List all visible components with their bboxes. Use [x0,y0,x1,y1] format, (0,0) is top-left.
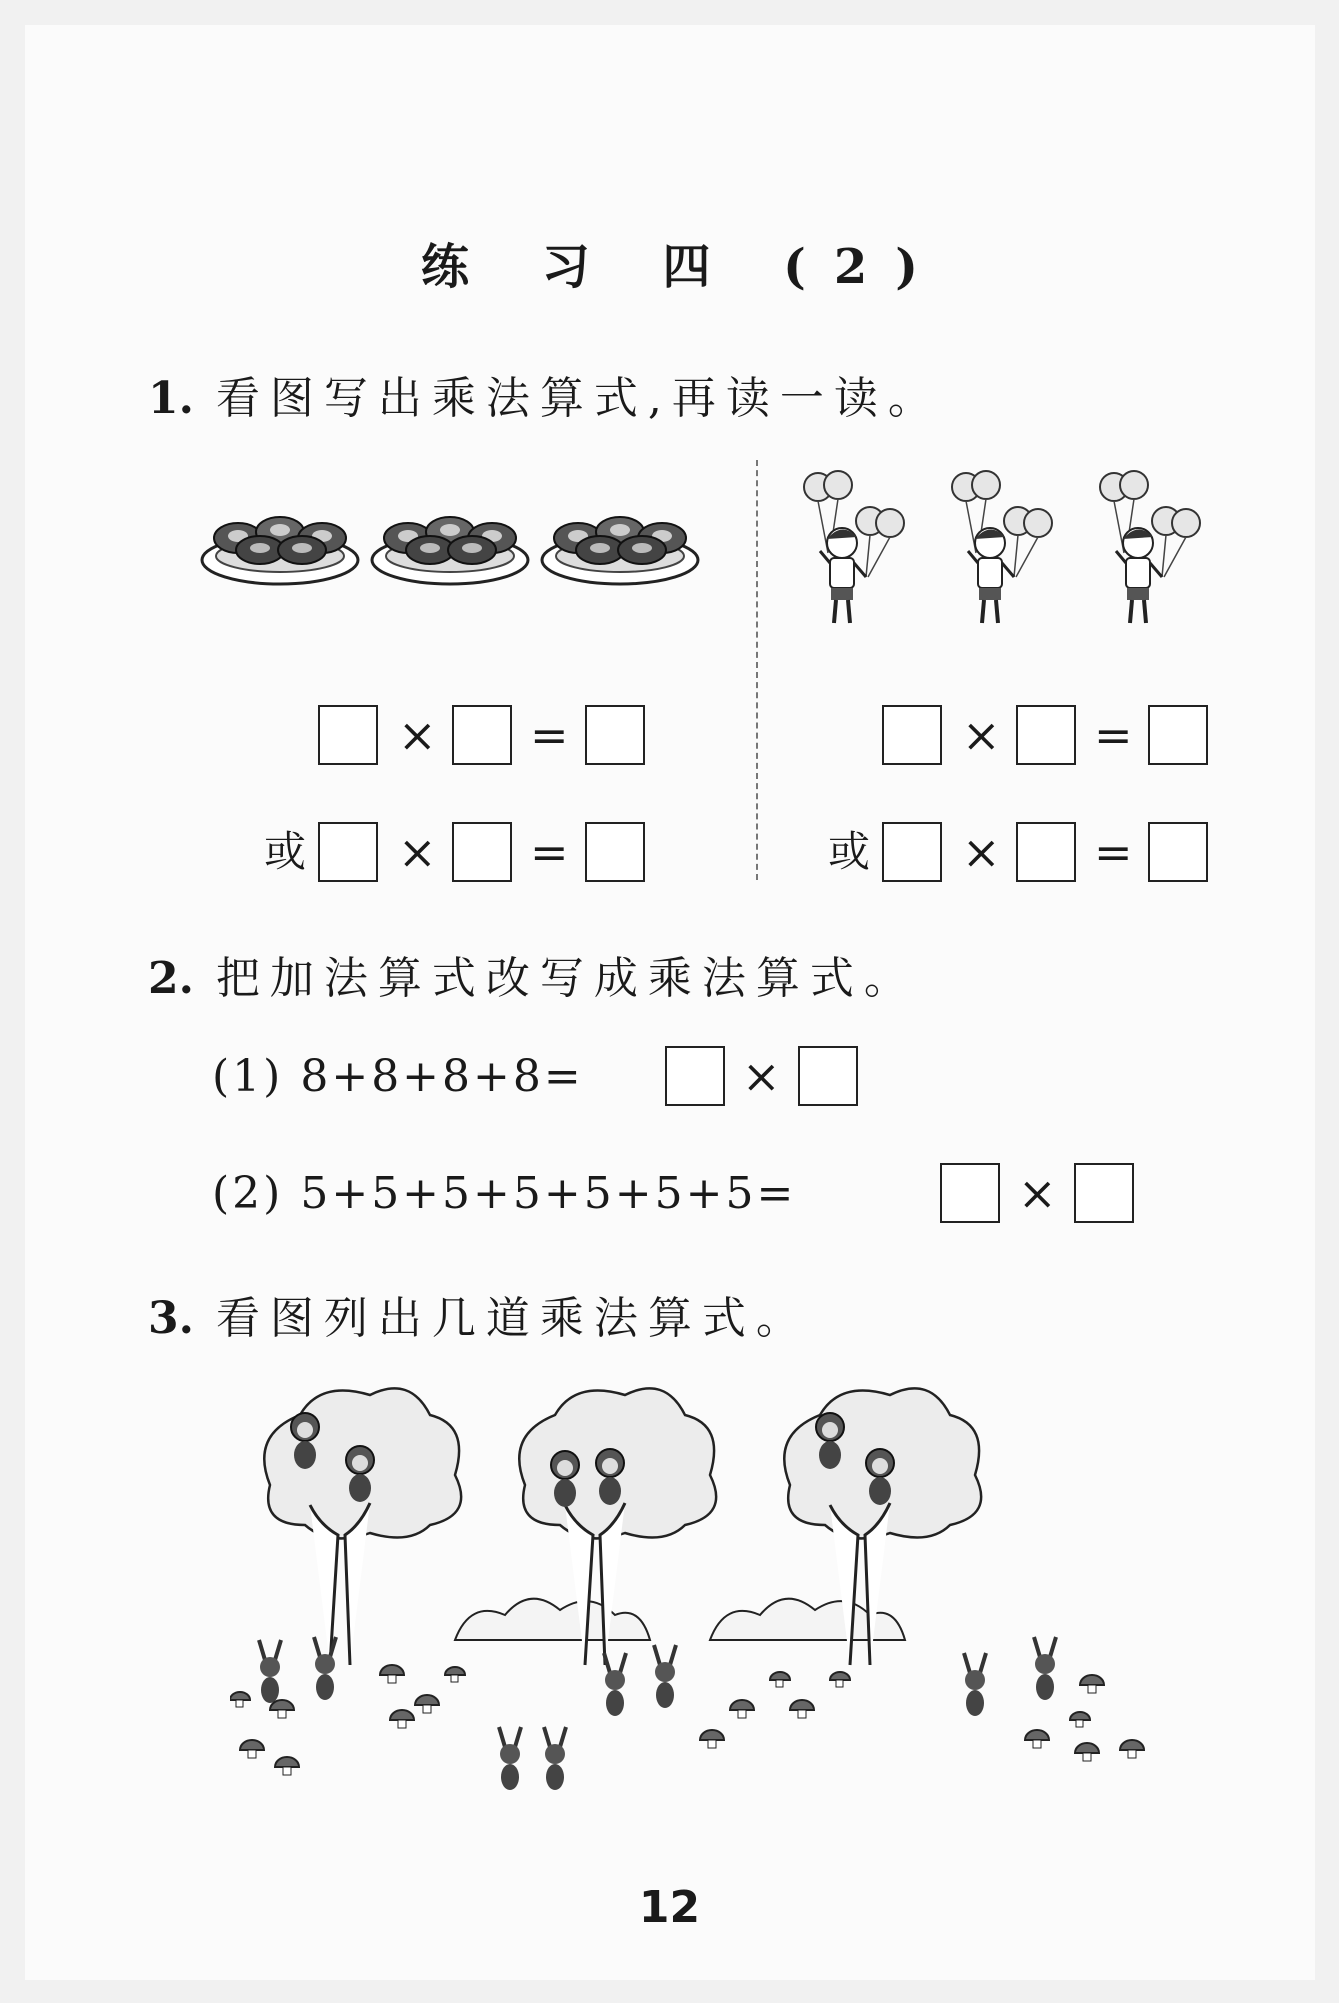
sub-question-1-expression: 8+8+8+8= [300,1051,584,1102]
or-label: 或 [264,827,307,876]
answer-box[interactable] [318,705,378,765]
times-sign: × [962,708,1001,762]
answer-box[interactable] [452,822,512,882]
mushroom [700,1730,724,1748]
answer-box[interactable] [798,1046,858,1106]
mushroom [790,1700,814,1718]
bush [455,1599,650,1640]
page-title: 练 习 四 (2) [421,239,946,295]
mushroom [730,1700,754,1718]
equals-sign: = [530,708,569,762]
mushroom [830,1672,850,1687]
mushroom [1120,1740,1144,1758]
mushroom [445,1667,465,1682]
question-1 [148,362,942,426]
rabbit [544,1727,566,1790]
sub-question-1 [212,1046,584,1108]
times-sign: × [742,1049,781,1103]
rabbit [654,1645,676,1708]
question-1-number: 1. [148,373,194,424]
mushroom [380,1665,404,1683]
mushroom [240,1740,264,1758]
mushroom [230,1692,250,1707]
sub-question-1-label: (1) [212,1051,284,1102]
answer-box[interactable] [585,822,645,882]
cake-plates-illustration [200,500,710,600]
answer-box[interactable] [1016,822,1076,882]
children-balloons-illustration [800,465,1240,635]
mushroom [1080,1675,1104,1693]
sub-question-2-expression: 5+5+5+5+5+5+5= [300,1168,797,1219]
question-2-number: 2. [148,953,194,1004]
mushroom [1070,1712,1090,1727]
column-divider [756,460,758,880]
question-2-text: 把加法算式改写成乘法算式。 [215,953,918,1004]
cake-plate [202,517,358,584]
question-3-text: 看图列出几道乘法算式。 [215,1293,810,1344]
question-2 [148,942,918,1006]
times-sign: × [1018,1166,1057,1220]
answer-box[interactable] [940,1163,1000,1223]
page-number: 12 [638,1882,701,1933]
rabbit [604,1653,626,1716]
sub-question-2 [212,1163,796,1225]
times-sign: × [962,825,1001,879]
times-sign: × [398,708,437,762]
rabbit [1034,1637,1056,1700]
cake-plate [372,517,528,584]
mushroom [275,1757,299,1775]
mushroom [770,1672,790,1687]
answer-box[interactable] [1148,705,1208,765]
question-3 [148,1282,810,1346]
answer-box[interactable] [882,705,942,765]
equals-sign: = [530,825,569,879]
answer-box[interactable] [882,822,942,882]
times-sign: × [398,825,437,879]
child-with-balloons [804,471,904,623]
equals-sign: = [1094,825,1133,879]
mushroom [1025,1730,1049,1748]
forest-scene-illustration [230,1375,1210,1825]
answer-box[interactable] [1074,1163,1134,1223]
rabbit [259,1640,281,1703]
mushroom [1075,1743,1099,1761]
cake-plate [542,517,698,584]
question-1-text: 看图写出乘法算式,再读一读。 [215,373,942,424]
rabbit [499,1727,521,1790]
answer-box[interactable] [1148,822,1208,882]
child-with-balloons [1100,471,1200,623]
rabbit [964,1653,986,1716]
answer-box[interactable] [585,705,645,765]
mushroom [270,1700,294,1718]
answer-box[interactable] [665,1046,725,1106]
child-with-balloons [952,471,1052,623]
equals-sign: = [1094,708,1133,762]
answer-box[interactable] [1016,705,1076,765]
mushroom [415,1695,439,1713]
answer-box[interactable] [452,705,512,765]
rabbit [314,1637,336,1700]
question-3-number: 3. [148,1293,194,1344]
or-label: 或 [828,827,871,876]
sub-question-2-label: (2) [212,1168,284,1219]
mushroom [390,1710,414,1728]
answer-box[interactable] [318,822,378,882]
